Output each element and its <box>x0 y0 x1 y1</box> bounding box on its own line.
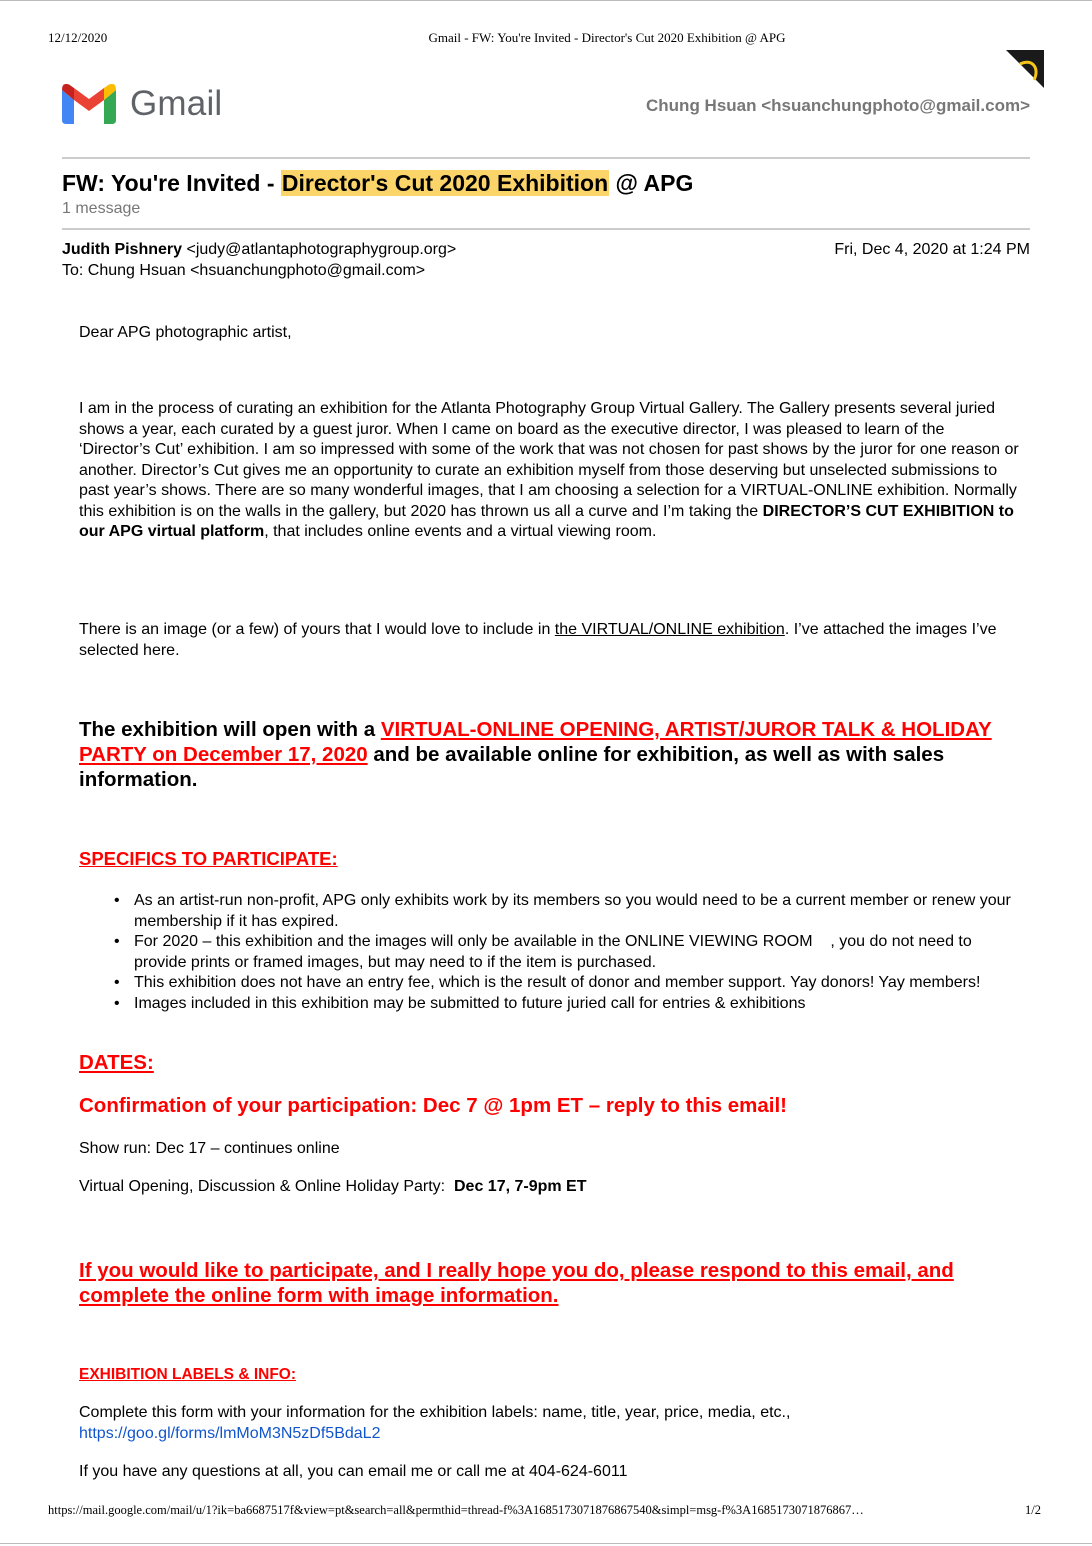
confirmation-deadline: Confirmation of your participation: Dec 7 @ 1pm ET – reply to this email! <box>79 1094 787 1117</box>
subject-prefix: FW: You're Invited - <box>62 170 281 196</box>
specifics-heading: SPECIFICS TO PARTICIPATE: <box>79 848 338 869</box>
print-date: 12/12/2020 <box>48 30 108 45</box>
corner-fold-icon <box>1006 50 1044 88</box>
para2-text: There is an image (or a few) of yours that I would love to include in <box>79 621 555 638</box>
opening-announcement <box>79 717 1019 792</box>
body-paragraph-2 <box>79 620 1019 661</box>
greeting: Dear APG photographic artist, <box>79 324 292 341</box>
questions-contact: If you have any questions at all, you can email me or call me at 404-624-6011 <box>79 1463 628 1480</box>
message-count: 1 message <box>62 200 141 217</box>
specifics-list <box>79 891 1019 1014</box>
para1-bold: DIRECTOR’S CUT EXHIBITION to our APG virtual platform <box>79 502 1014 540</box>
page-bottom-border <box>0 1543 1092 1544</box>
announcement-start: The exhibition will open with a <box>79 718 381 741</box>
list-item: • Images included in this exhibition may be submitted to future juried call for entries & exhibitions <box>134 994 1019 1015</box>
para1-text: I am in the process of curating an exhibition for the Atlanta Photography Group Virtual Gallery. The Gallery presents several juried shows a year, each curated by a guest juror. When I came on board as the executive director, I was pleased to learn of the ‘Director’s Cut’ exhibition. I am so impressed with some of the work that was not chosen for past shows by the juror for one reason or another. Director’s Cut gives me an opportunity to curate an exhibition myself from those deserving but unselected submissions to past year’s shows. There are so many wonderful images, that I am choosing a selection for a VIRTUAL-ONLINE exhibition. Normally this exhibition is on the walls in the gallery, but 2020 has thrown us all a curve and I’m taking the <box>79 400 1019 520</box>
print-title: Gmail - FW: You're Invited - Director's Cut 2020 Exhibition @ APG <box>428 30 786 45</box>
announcement-event: VIRTUAL-ONLINE OPENING, ARTIST/JUROR TALK & HOLIDAY PARTY on December 17, 2020 <box>79 718 992 766</box>
subject-highlight: Director's Cut 2020 Exhibition <box>281 170 609 196</box>
participate-call: If you would like to participate, and I really hope you do, please respond to this email, and complete the online form with image information. <box>79 1259 954 1307</box>
gmail-logo[interactable] <box>62 84 222 124</box>
form-instructions <box>79 1403 1019 1444</box>
form-link[interactable]: https://goo.gl/forms/lmMoM3N5zDf5BdaL2 <box>79 1424 381 1442</box>
sender-name: Judith Pishnery <box>62 241 183 258</box>
page-number: 1/2 <box>1025 1503 1041 1517</box>
message-sender <box>62 241 456 259</box>
dates-heading: DATES: <box>79 1051 154 1074</box>
virtual-opening <box>79 1177 1019 1198</box>
exhibition-link[interactable]: the VIRTUAL/ONLINE exhibition <box>554 621 785 638</box>
message-date: Fri, Dec 4, 2020 at 1:24 PM <box>834 241 1030 258</box>
show-run: Show run: Dec 17 – continues online <box>79 1140 340 1157</box>
para1-end: , that includes online events and a virtual viewing room. <box>264 523 657 540</box>
virtual-opening-time: Dec 17, 7-9pm ET <box>454 1178 587 1195</box>
announcement-end: and be available online for exhibition, as well as with sales information. <box>79 743 945 791</box>
account-email: Chung Hsuan <hsuanchungphoto@gmail.com> <box>646 96 1030 115</box>
para2-end: . I’ve attached the images I’ve selected here. <box>79 621 997 659</box>
list-item: • As an artist-run non-profit, APG only exhibits work by its members so you would need to be a current member or renew your membership if it has expired. <box>134 891 1019 932</box>
virtual-opening-label: Virtual Opening, Discussion & Online Holiday Party: <box>79 1178 454 1195</box>
gmail-logo-text: Gmail <box>130 84 223 123</box>
thread-subject <box>62 168 693 198</box>
list-item: • This exhibition does not have an entry fee, which is the result of donor and member support. Yay donors! Yay members! <box>134 973 1019 994</box>
labels-heading: EXHIBITION LABELS & INFO: <box>79 1366 296 1383</box>
message-recipient: To: Chung Hsuan <hsuanchungphoto@gmail.com> <box>62 262 426 279</box>
body-paragraph-1 <box>79 399 1019 543</box>
list-item: • For 2020 – this exhibition and the images will only be available in the ONLINE VIEWING ROOM , you do not need to provide prints or framed images, but may need to if the item is purchased. <box>134 932 1019 973</box>
sender-email: <judy@atlantaphotographygroup.org> <box>182 241 457 258</box>
subject-suffix: @ APG <box>609 170 694 196</box>
form-text: Complete this form with your information for the exhibition labels: name, title, year, price, media, etc., <box>79 1404 791 1421</box>
subject-divider <box>62 228 1030 230</box>
print-url: https://mail.google.com/mail/u/1?ik=ba6687517f&view=pt&search=all&permthid=thread-f%3A1685173071876867540&simpl=msg-f%3A1685173071876867… <box>48 1503 864 1517</box>
gmail-m-icon <box>62 84 116 124</box>
page-top-border <box>0 0 1092 1</box>
header-divider <box>62 157 1030 159</box>
